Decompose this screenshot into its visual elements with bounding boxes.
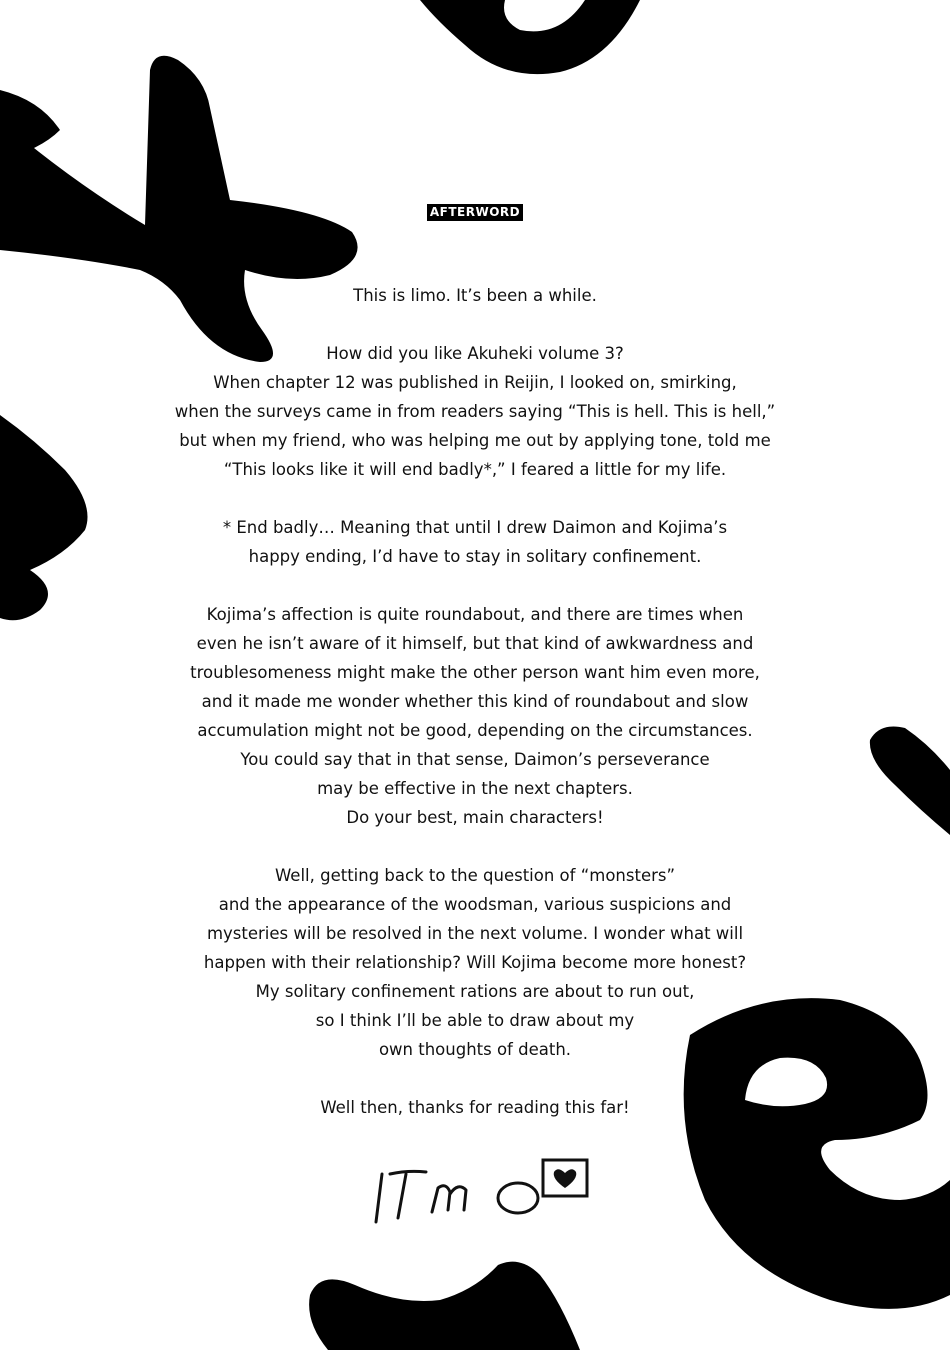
text-line: so I think I’ll be able to draw about my xyxy=(315,1011,635,1030)
text-line: How did you like Akuheki volume 3? xyxy=(326,344,624,363)
text-line: Do your best, main characters! xyxy=(346,808,604,827)
text-line: happy ending, I’d have to stay in solitary confinement. xyxy=(248,547,702,566)
afterword-body xyxy=(150,281,800,1151)
text-line: when the surveys came in from readers saying “This is hell. This is hell,” xyxy=(174,402,776,421)
text-line: “This looks like it will end badly*,” I feared a little for my life. xyxy=(223,460,727,479)
text-line: accumulation might not be good, depending on the circumstances. xyxy=(197,721,753,740)
signature-limo xyxy=(368,1152,598,1232)
paragraph xyxy=(150,600,800,832)
text-line: but when my friend, who was helping me out by applying tone, told me xyxy=(179,431,771,450)
paragraph xyxy=(150,861,800,1064)
text-line: Kojima’s affection is quite roundabout, and there are times when xyxy=(206,605,744,624)
text-line: happen with their relationship? Will Kojima become more honest? xyxy=(203,953,747,972)
text-line: mysteries will be resolved in the next volume. I wonder what will xyxy=(206,924,744,943)
text-line: When chapter 12 was published in Reijin, I looked on, smirking, xyxy=(213,373,737,392)
text-line: Well then, thanks for reading this far! xyxy=(320,1098,630,1117)
text-line: * End badly… Meaning that until I drew Daimon and Kojima’s xyxy=(222,518,728,537)
paragraph xyxy=(150,1093,800,1122)
text-line: Well, getting back to the question of “monsters” xyxy=(274,866,676,885)
paragraph xyxy=(150,513,800,571)
text-line: This is limo. It’s been a while. xyxy=(353,286,597,305)
text-line: troublesomeness might make the other person want him even more, xyxy=(190,663,760,682)
text-line: and it made me wonder whether this kind of roundabout and slow xyxy=(201,692,749,711)
text-line: even he isn’t aware of it himself, but that kind of awkwardness and xyxy=(196,634,754,653)
afterword-heading xyxy=(0,201,950,221)
text-line: own thoughts of death. xyxy=(378,1040,572,1059)
paragraph xyxy=(150,339,800,484)
text-line: You could say that in that sense, Daimon’s perseverance xyxy=(240,750,710,769)
text-line: may be effective in the next chapters. xyxy=(317,779,633,798)
paragraph xyxy=(150,281,800,310)
text-line: My solitary confinement rations are about to run out, xyxy=(255,982,695,1001)
heading-label: AFTERWORD xyxy=(427,204,523,221)
text-line: and the appearance of the woodsman, various suspicions and xyxy=(218,895,732,914)
